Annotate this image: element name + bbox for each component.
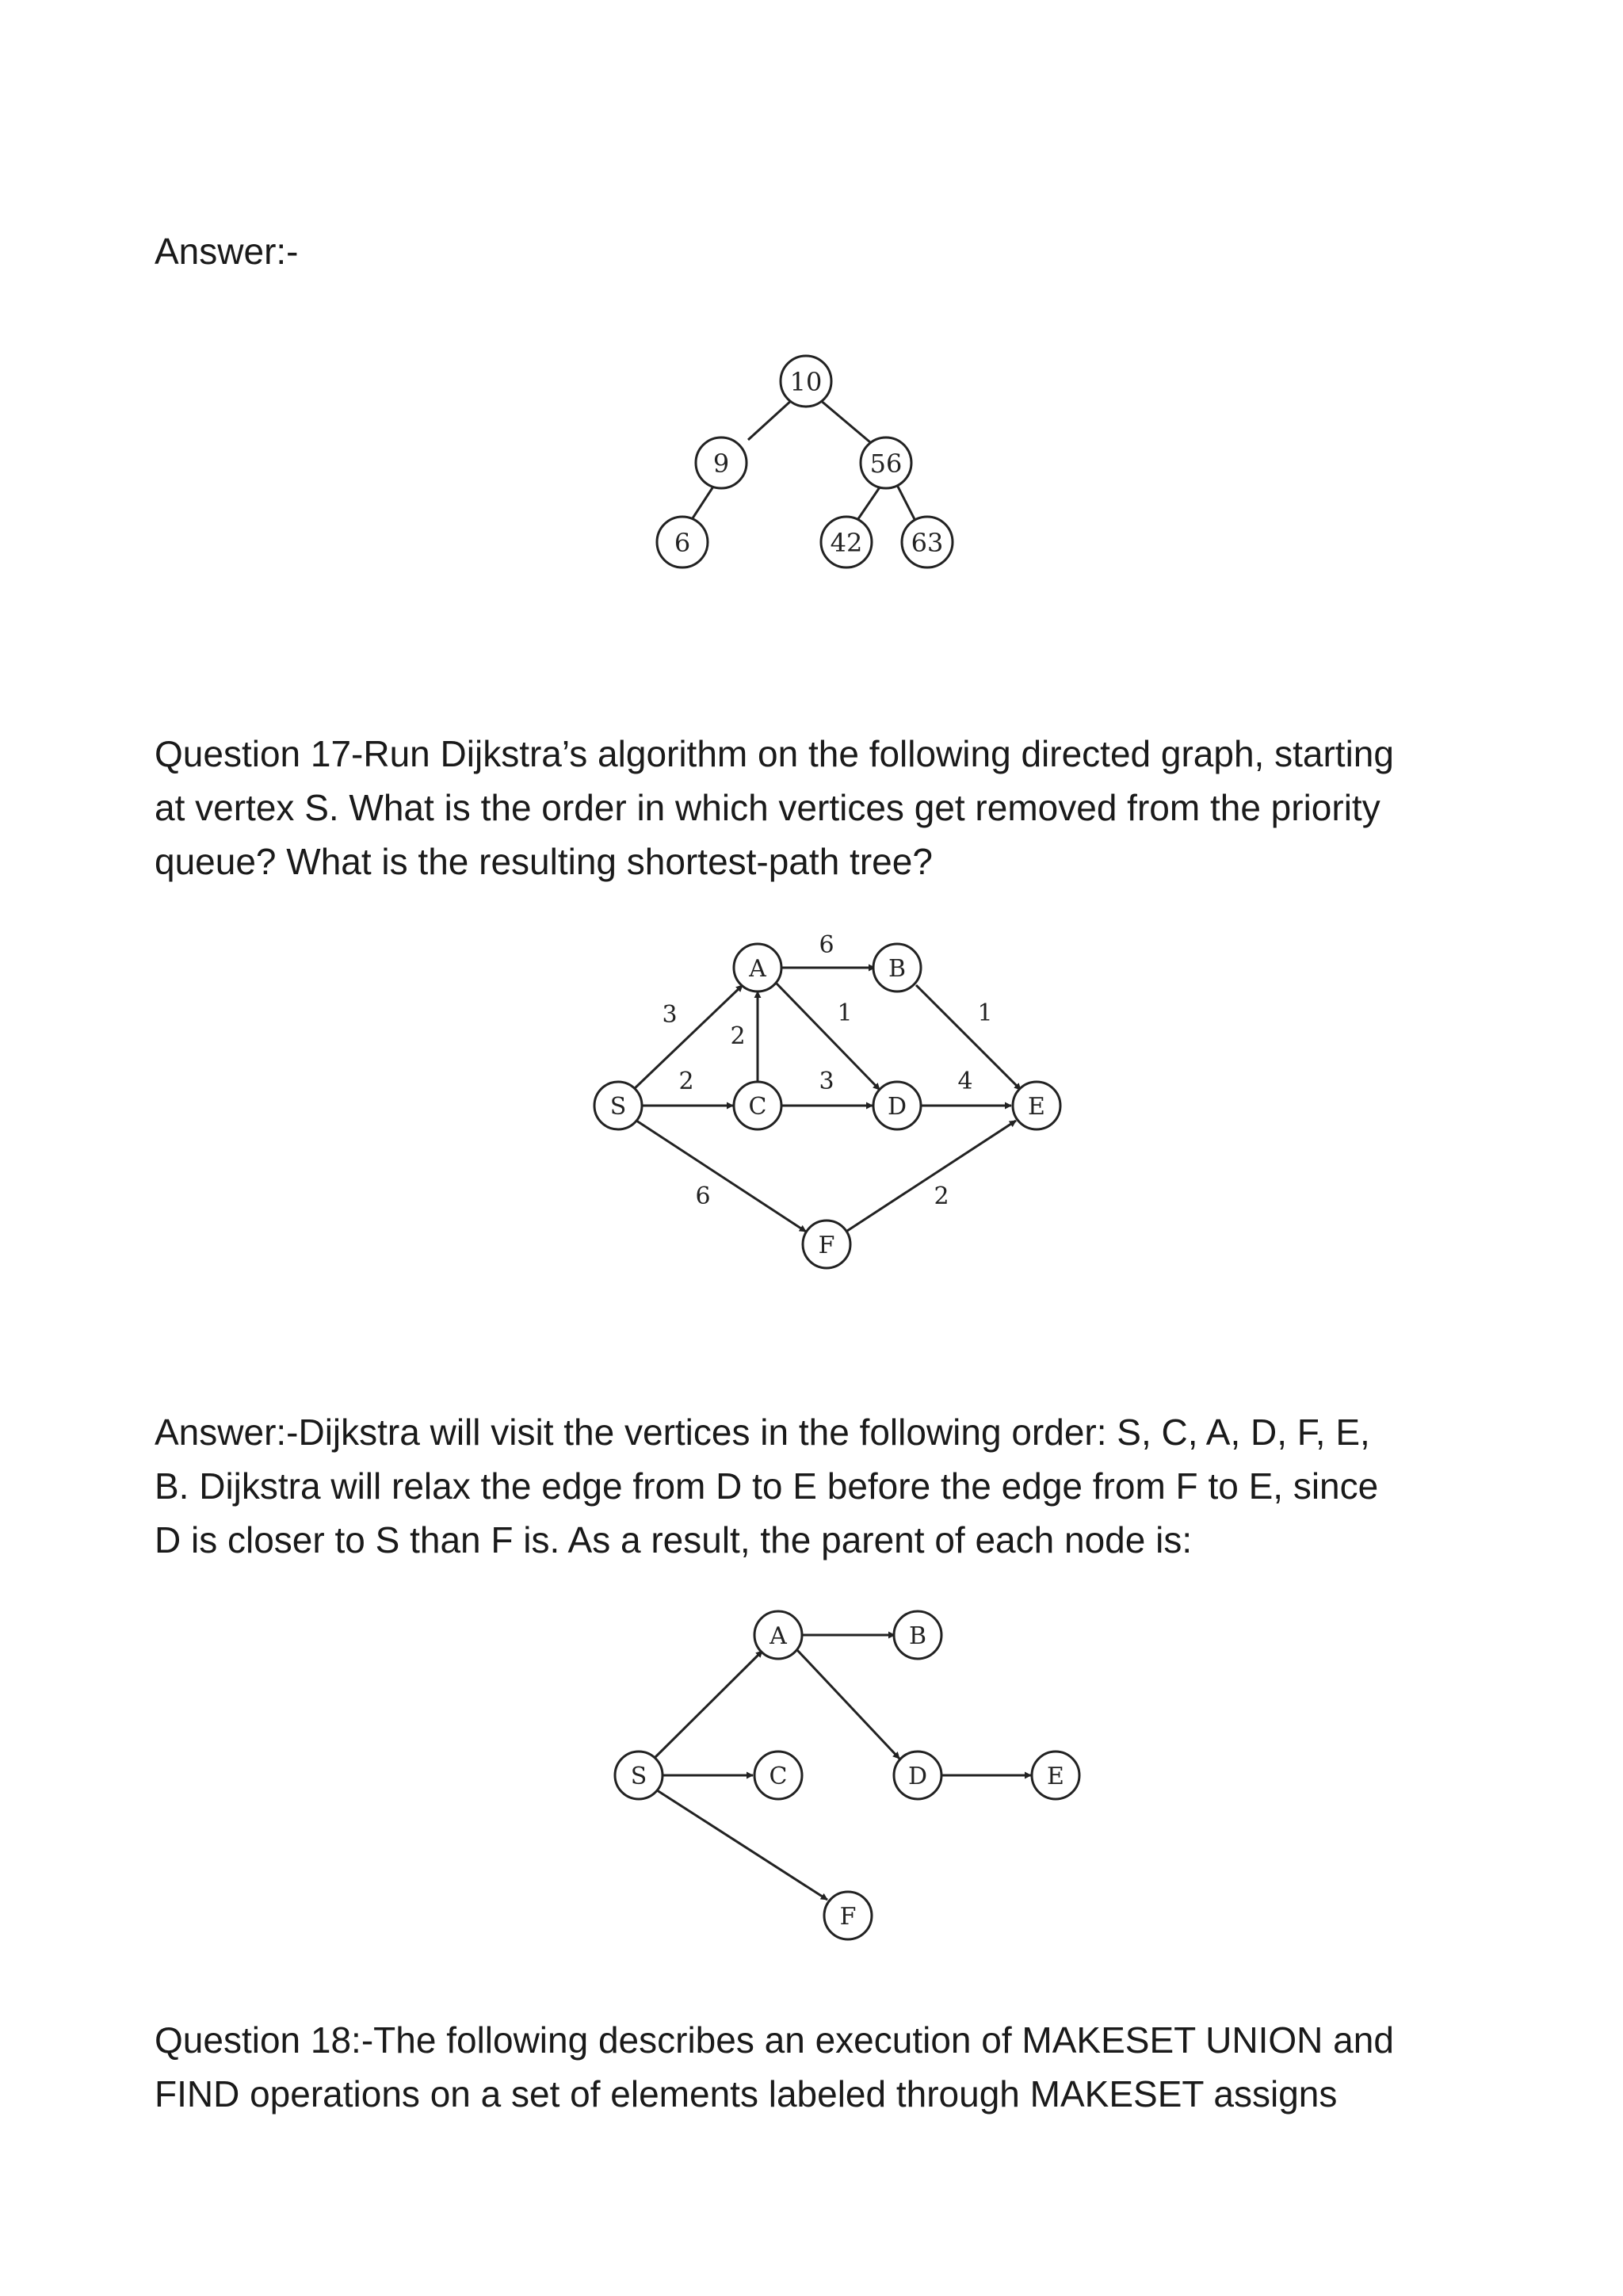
text-line: FIND operations on a set of elements labeled through MAKESET assigns xyxy=(155,2073,1338,2115)
tree-edge-s-f xyxy=(655,1789,827,1900)
text-line: queue? What is the resulting shortest-path tree? xyxy=(155,841,933,882)
svg-text:42: 42 xyxy=(830,528,863,558)
edge-weight: 1 xyxy=(837,999,853,1027)
svg-text:E: E xyxy=(1047,1763,1064,1790)
svg-text:F: F xyxy=(839,1903,857,1931)
svg-text:C: C xyxy=(769,1763,788,1790)
tree-edge-a-d xyxy=(797,1650,899,1759)
text-line: at vertex S. What is the order in which vertices get removed from the priority xyxy=(155,787,1381,828)
edge-weight: 1 xyxy=(977,999,993,1027)
tree-node-f xyxy=(824,1892,872,1939)
svg-text:C: C xyxy=(748,1093,767,1121)
svg-text:A: A xyxy=(769,1622,787,1650)
text-line: D is closer to S than F is. As a result, the parent of each node is: xyxy=(155,1519,1193,1561)
tree-node-b xyxy=(894,1611,941,1659)
edge-weight: 6 xyxy=(819,931,834,959)
edge-weight: 3 xyxy=(662,1001,678,1029)
question-18-text xyxy=(155,2013,1486,2121)
edge-weight: 2 xyxy=(678,1068,694,1095)
svg-text:B: B xyxy=(888,955,907,983)
text-line: B. Dijkstra will relax the edge from D to E before the edge from F to E, since xyxy=(155,1465,1379,1507)
edge-weight: 6 xyxy=(695,1182,711,1210)
svg-text:S: S xyxy=(630,1763,647,1790)
svg-text:F: F xyxy=(818,1232,835,1259)
edge-weight: 3 xyxy=(819,1068,834,1095)
answer-heading: Answer:- xyxy=(155,231,299,272)
tree-node-d xyxy=(894,1752,941,1799)
tree-node-a xyxy=(754,1611,802,1659)
svg-text:D: D xyxy=(907,1763,928,1790)
svg-text:6: 6 xyxy=(674,528,691,558)
tree-node-c xyxy=(754,1752,802,1799)
svg-text:S: S xyxy=(609,1093,627,1121)
edge-weight: 4 xyxy=(957,1068,973,1095)
svg-text:A: A xyxy=(749,955,766,983)
svg-text:56: 56 xyxy=(869,449,903,479)
text-line: Question 17-Run Dijkstra’s algorithm on the following directed graph, starting xyxy=(155,733,1394,774)
edge-weight: 2 xyxy=(934,1182,949,1210)
svg-text:E: E xyxy=(1028,1093,1045,1121)
tree-edges xyxy=(653,1635,1031,1900)
text-line: Question 18:-The following describes an execution of MAKESET UNION and xyxy=(155,2019,1394,2061)
svg-text:D: D xyxy=(887,1093,907,1121)
edge-weight: 2 xyxy=(730,1022,746,1050)
svg-text:63: 63 xyxy=(911,528,944,558)
svg-text:9: 9 xyxy=(712,449,730,479)
svg-text:10: 10 xyxy=(789,367,823,397)
text-line: Answer:-Dijkstra will visit the vertices in the following order: S, C, A, D, F, E, xyxy=(155,1412,1370,1453)
tree-node-e xyxy=(1032,1752,1079,1799)
tree-edge-s-a xyxy=(653,1651,762,1759)
svg-text:B: B xyxy=(908,1622,927,1650)
tree-node-s xyxy=(615,1752,663,1799)
